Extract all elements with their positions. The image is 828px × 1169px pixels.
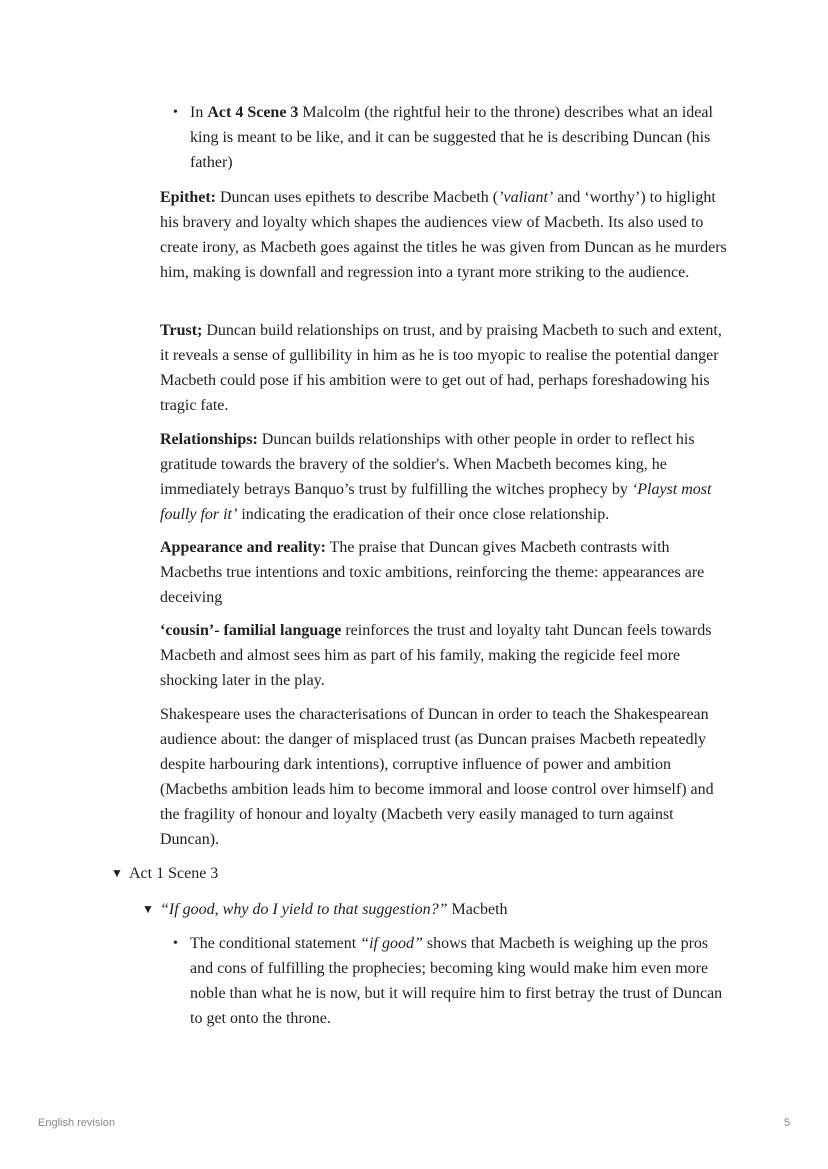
- epithet-quote: ’valiant’: [498, 189, 554, 206]
- trust-label: Trust;: [160, 322, 203, 339]
- bullet-quote: “if good”: [360, 935, 423, 952]
- relationships-quote: ‘Playst most foully for it’: [160, 481, 712, 523]
- appearance-label: Appearance and reality:: [160, 539, 326, 556]
- toggle-triangle-icon[interactable]: ▼: [111, 866, 123, 880]
- epithet-label: Epithet:: [160, 189, 216, 206]
- paragraph-epithet: [160, 185, 732, 285]
- footer-document-title: English revision: [38, 1117, 116, 1129]
- paragraph-relationships: [160, 427, 732, 527]
- paragraph-trust: [160, 318, 732, 418]
- list-item-conditional-statement: [173, 931, 732, 1031]
- appearance-text: The praise that Duncan gives Macbeth contrasts with Macbeths true intentions and toxic ambitions, reinforcing the theme: appearances are deceiving: [160, 539, 705, 606]
- toggle-quote-text: “If good, why do I yield to that suggestion?”: [160, 901, 448, 918]
- toggle-triangle-icon[interactable]: ▼: [142, 902, 154, 916]
- toggle-act1-scene3[interactable]: [111, 861, 218, 886]
- bullet-text: shows that Macbeth is weighing up the pros and cons of fulfilling the prophecies; becoming king would make him even more noble than what he is now, but it will require him to first betray the trust of Duncan to get onto the throne.: [190, 935, 723, 1027]
- toggle-quote-if-good[interactable]: [142, 897, 508, 922]
- paragraph-appearance-reality: [160, 535, 732, 610]
- paragraph-summary: [160, 702, 732, 852]
- paragraph-cousin: [160, 618, 732, 693]
- bullet-prefix: The conditional statement: [190, 935, 361, 952]
- bullet-text: Malcolm (the rightful heir to the throne) describes what an ideal king is meant to be like, and it can be suggested that he is describing Duncan (his father): [190, 104, 713, 171]
- relationships-text1: Duncan builds relationships with other people in order to reflect his gratitude towards the bravery of the soldier's. When Macbeth becomes king, he immediately betrays Banquo’s trust by fulfilling the witches prophecy by: [160, 431, 695, 498]
- toggle-label: Act 1 Scene 3: [129, 865, 219, 882]
- list-item-act4-scene3: [173, 100, 732, 175]
- bullet-icon: •: [173, 936, 178, 951]
- footer-page-number: 5: [784, 1117, 791, 1129]
- relationships-text2: indicating the eradication of their once close relationship.: [237, 506, 610, 523]
- bullet-icon: •: [173, 105, 178, 120]
- cousin-text: reinforces the trust and loyalty taht Duncan feels towards Macbeth and almost sees him as part of his family, making the regicide feel more shocking later in the play.: [160, 622, 712, 689]
- toggle-quote-speaker: Macbeth: [447, 901, 508, 918]
- relationships-label: Relationships:: [160, 431, 258, 448]
- trust-text: Duncan build relationships on trust, and by praising Macbeth to such and extent, it reveals a sense of gullibility in him as he is too myopic to realise the potential danger Macbeth could pose if his ambition were to get out of had, perhaps foreshadowing his tragic fate.: [160, 322, 722, 414]
- epithet-text1: Duncan uses epithets to describe Macbeth (: [216, 189, 499, 206]
- epithet-text2: and ‘worthy’) to higlight his bravery and loyalty which shapes the audiences view of Macbeth. Its also used to create irony, as Macbeth goes against the titles he was given from Duncan as he murders him, making is downfall and regression into a tyrant more striking to the audience.: [160, 189, 727, 281]
- bullet-bold: Act 4 Scene 3: [207, 104, 299, 121]
- cousin-label: ‘cousin’- familial language: [160, 622, 342, 639]
- bullet-prefix: In: [190, 104, 208, 121]
- summary-text: Shakespeare uses the characterisations of Duncan in order to teach the Shakespearean audience about: the danger of misplaced trust (as Duncan praises Macbeth repeatedly despite harbouring dark intentions), corruptive influence of power and ambition (Macbeths ambition leads him to become immoral and loose control over himself) and the fragility of honour and loyalty (Macbeth very easily managed to turn against Duncan).: [160, 706, 714, 848]
